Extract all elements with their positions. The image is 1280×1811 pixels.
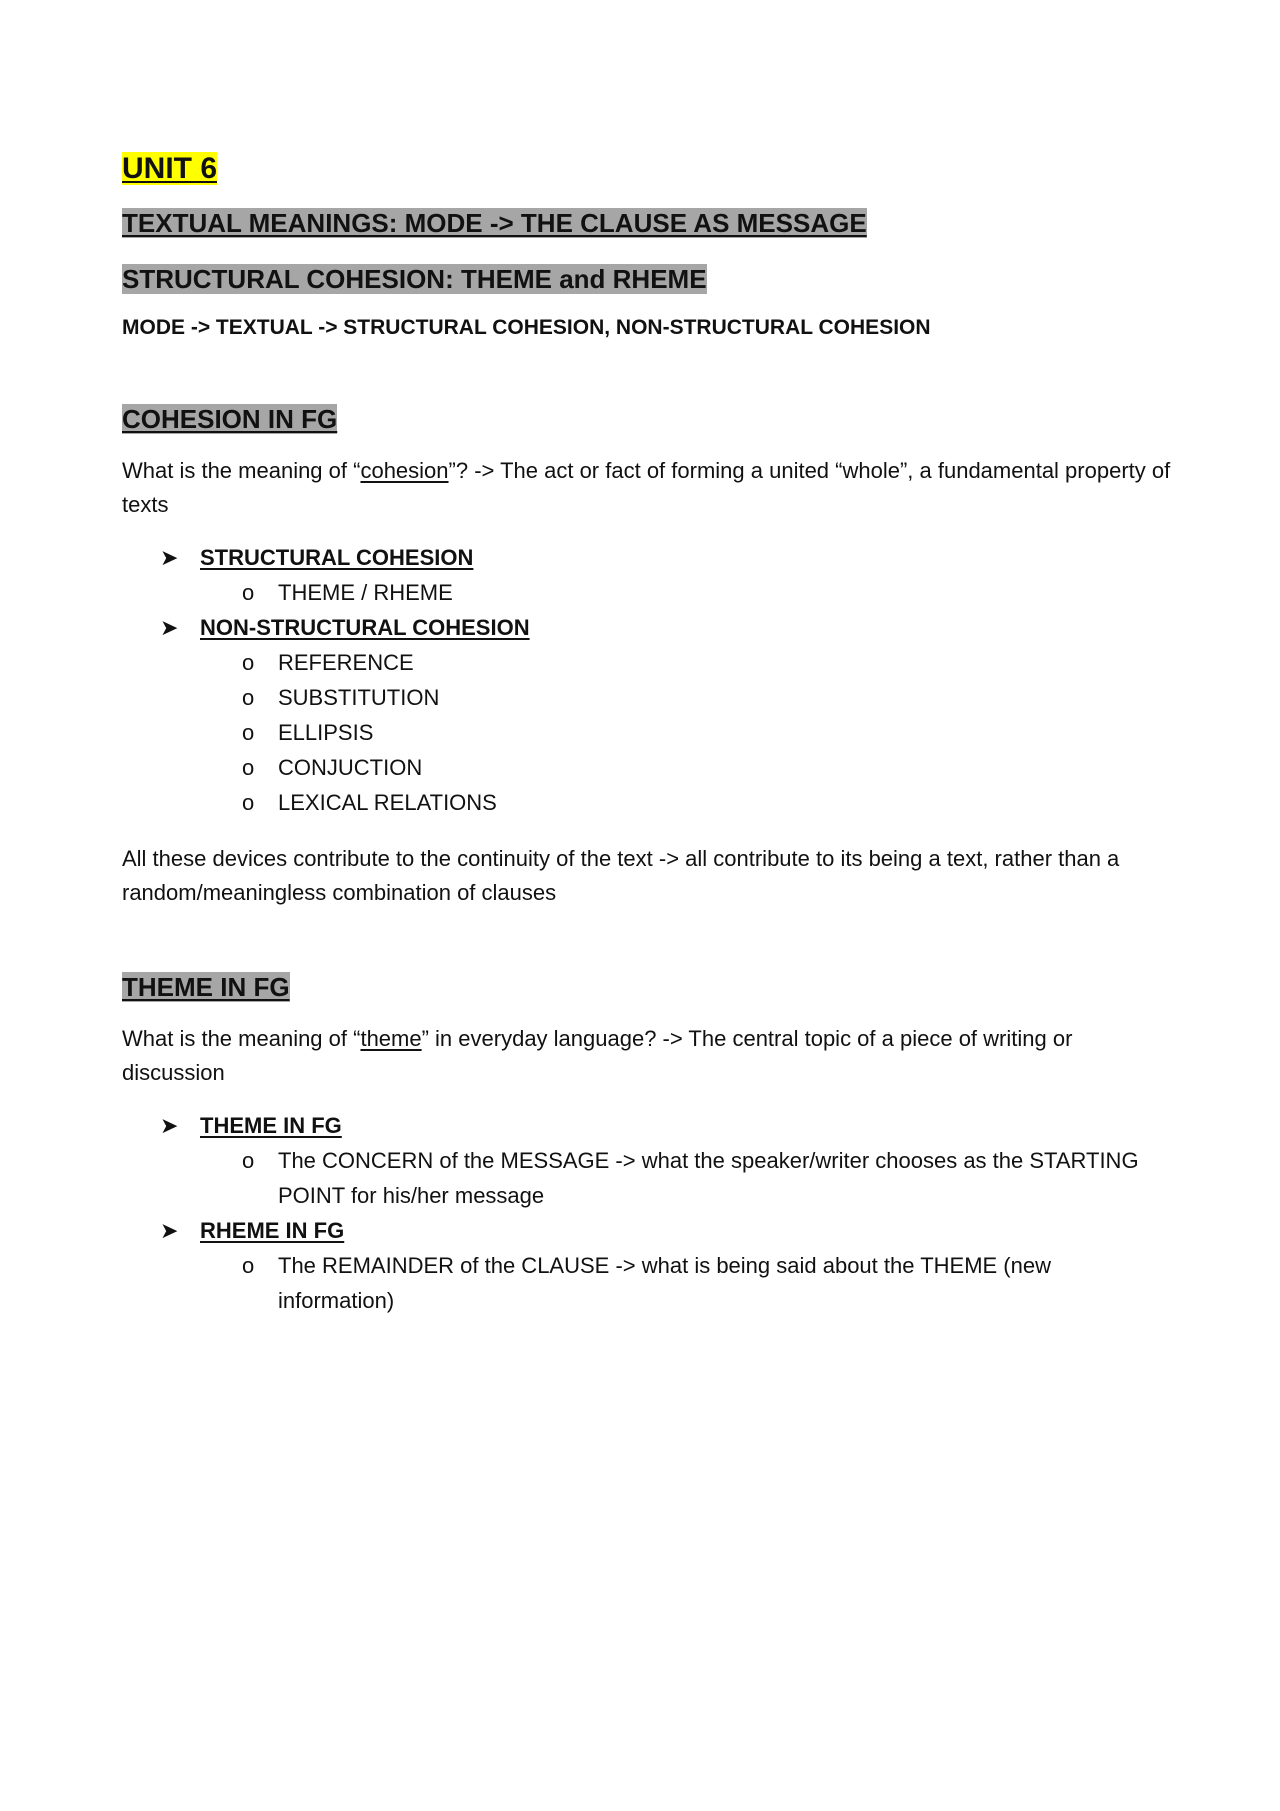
theme-heading: THEME IN FG [122,972,290,1002]
circle-bullet-icon: o [242,685,255,710]
list-item-structural-cohesion: ➤ STRUCTURAL COHESION o THEME / RHEME [122,540,1172,610]
subtitle-structural-cohesion: STRUCTURAL COHESION: THEME and RHEME [122,264,707,294]
cohesion-list [122,540,1172,820]
circle-bullet-icon: o [242,790,255,815]
theme-question: What is the meaning of “theme” in everyday language? -> The central topic of a piece of writing or discussion [122,1026,1073,1085]
subtitle-textual-meanings: TEXTUAL MEANINGS: MODE -> THE CLAUSE AS MESSAGE [122,208,867,238]
list-item: o LEXICAL RELATIONS [200,785,1172,820]
circle-bullet-icon: o [242,1148,255,1173]
circle-bullet-icon: o [242,755,255,780]
theme-term: theme [360,1026,422,1051]
list-item: o SUBSTITUTION [200,680,1172,715]
circle-bullet-icon: o [242,580,255,605]
arrow-bullet-icon: ➤ [160,1218,179,1243]
list-item: o The REMAINDER of the CLAUSE -> what is being said about the THEME (new information) [200,1248,1172,1318]
cohesion-conclusion: All these devices contribute to the continuity of the text -> all contribute to its being a text, rather than a random/meaningless combination of clauses [122,846,1120,905]
list-item: o THEME / RHEME [200,575,1172,610]
list-item: o REFERENCE [200,645,1172,680]
document-body [122,150,1172,1318]
arrow-bullet-icon: ➤ [160,545,179,570]
list-item-non-structural-cohesion: ➤ NON-STRUCTURAL COHESION o REFERENCE o SUBSTITUTION o ELLIPSIS o CONJUCTION o LEXICAL RELATIONS [122,610,1172,820]
circle-bullet-icon: o [242,1253,255,1278]
list-item: o CONJUCTION [200,750,1172,785]
circle-bullet-icon: o [242,650,255,675]
unit-title: UNIT 6 [122,152,218,185]
mode-line: MODE -> TEXTUAL -> STRUCTURAL COHESION, NON-STRUCTURAL COHESION [122,316,931,339]
arrow-bullet-icon: ➤ [160,615,179,640]
list-item-theme-in-fg: ➤ THEME IN FG o The CONCERN of the MESSAGE -> what the speaker/writer chooses as the STARTING POINT for his/her message [122,1108,1172,1213]
list-item-rheme-in-fg: ➤ RHEME IN FG o The REMAINDER of the CLAUSE -> what is being said about the THEME (new information) [122,1213,1172,1318]
theme-list [122,1108,1172,1318]
arrow-bullet-icon: ➤ [160,1113,179,1138]
circle-bullet-icon: o [242,720,255,745]
cohesion-question: What is the meaning of “cohesion”? -> The act or fact of forming a united “whole”, a fundamental property of texts [122,458,1171,517]
list-item: o ELLIPSIS [200,715,1172,750]
list-item: o The CONCERN of the MESSAGE -> what the speaker/writer chooses as the STARTING POINT for his/her message [200,1143,1172,1213]
cohesion-heading: COHESION IN FG [122,404,338,434]
cohesion-term: cohesion [360,458,449,483]
